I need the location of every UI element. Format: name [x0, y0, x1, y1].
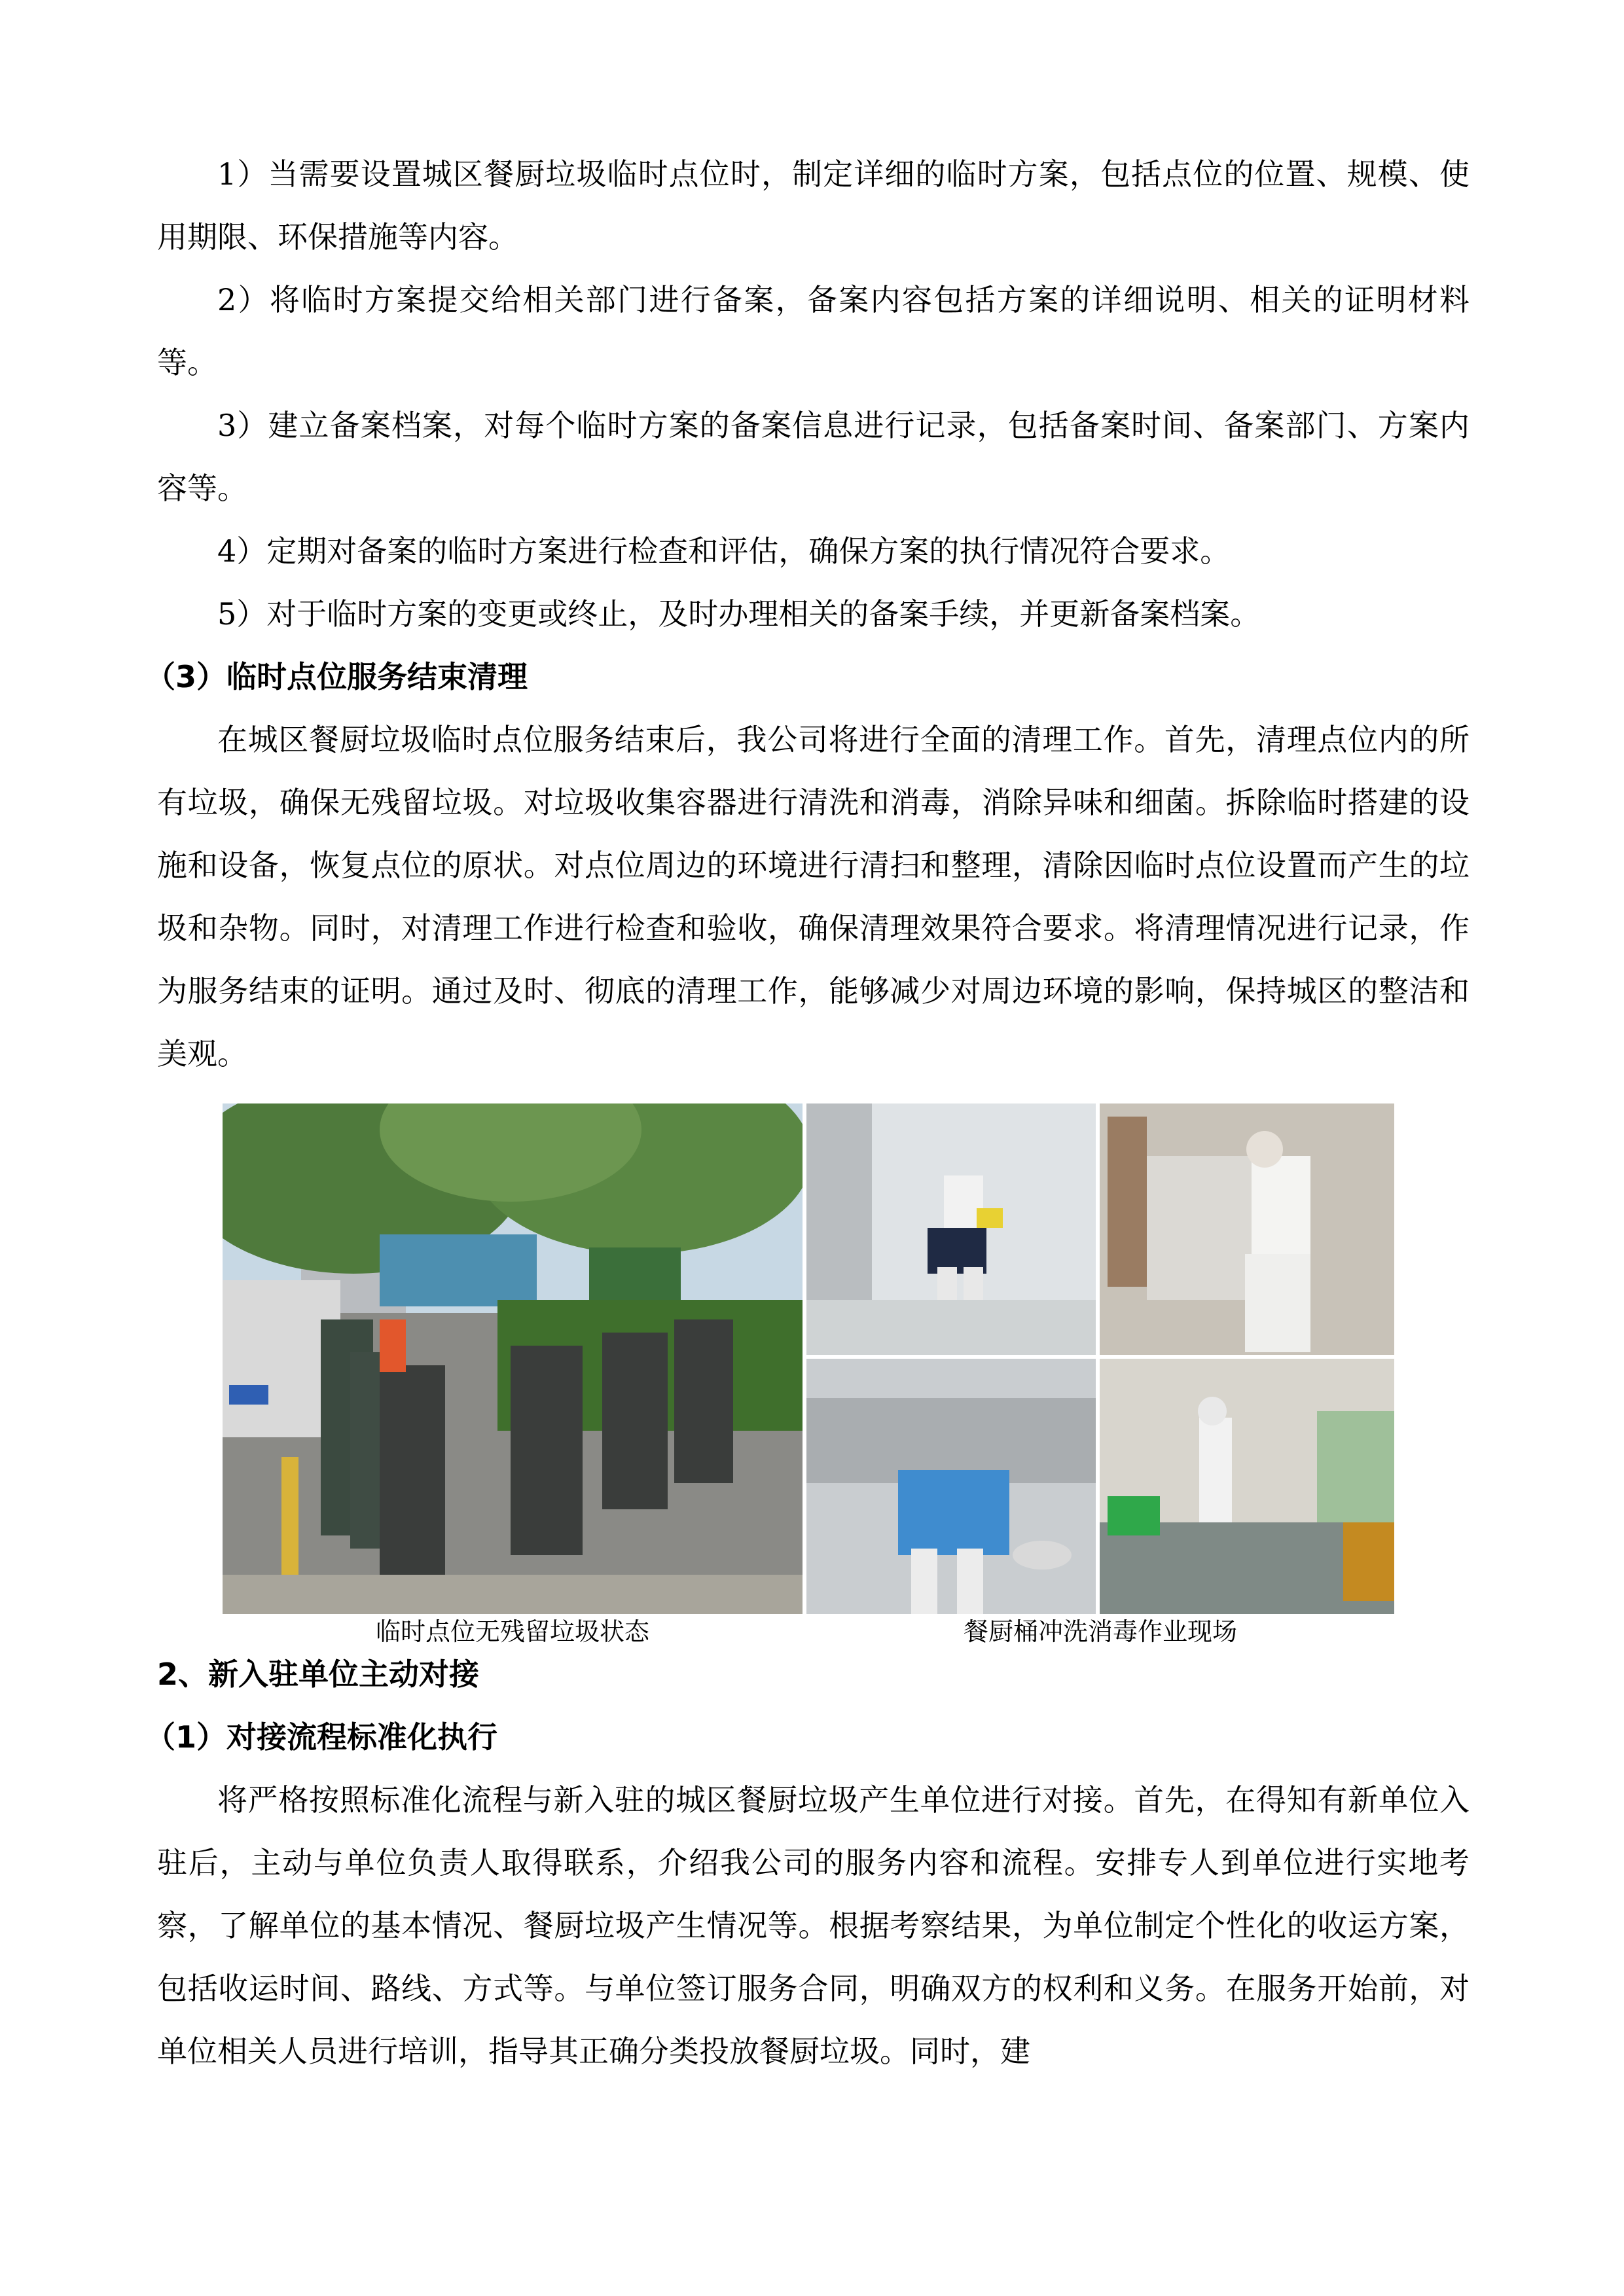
photo-collage-bin-washing-image: [806, 1103, 1394, 1614]
subsection-1-heading: （1）对接流程标准化执行: [145, 1719, 498, 1755]
photo-collage-bin-washing: [806, 1103, 1394, 1614]
section-3-heading: （3）临时点位服务结束清理: [145, 659, 528, 694]
section-2-heading: 2、新入驻单位主动对接: [157, 1657, 480, 1692]
photo-temporary-site: [223, 1103, 803, 1614]
photo-temporary-site-image: [223, 1103, 803, 1614]
list-item-5: 5）对于临时方案的变更或终止，及时办理相关的备案手续，并更新备案档案。: [217, 596, 1261, 632]
subsection-1-paragraph: 将严格按照标准化流程与新入驻的城区餐厨垃圾产生单位进行对接。首先，在得知有新单位入驻后，主动与单位负责人取得联系，介绍我公司的服务内容和流程。安排专人到单位进行实地考察，了解单位的基本情况、餐厨垃圾产生情况等。根据考察结果，为单位制定个性化的收运方案，包括收运时间、路线、方式等。与单位签订服务合同，明确双方的权利和义务。在服务开始前，对单位相关人员进行培训，指导其正确分类投放餐厨垃圾。同时，建: [157, 1782, 1470, 2069]
caption-left: 临时点位无残留垃圾状态: [375, 1617, 649, 1646]
list-item-1: 1）当需要设置城区餐厨垃圾临时点位时，制定详细的临时方案，包括点位的位置、规模、使用期限、环保措施等内容。: [157, 156, 1470, 255]
section-3-paragraph: 在城区餐厨垃圾临时点位服务结束后，我公司将进行全面的清理工作。首先，清理点位内的所有垃圾，确保无残留垃圾。对垃圾收集容器进行清洗和消毒，消除异味和细菌。拆除临时搭建的设施和设备，恢复点位的原状。对点位周边的环境进行清扫和整理，清除因临时点位设置而产生的垃圾和杂物。同时，对清理工作进行检查和验收，确保清理效果符合要求。将清理情况进行记录，作为服务结束的证明。通过及时、彻底的清理工作，能够减少对周边环境的影响，保持城区的整洁和美观。: [157, 722, 1470, 1071]
list-item-3: 3）建立备案档案，对每个临时方案的备案信息进行记录，包括备案时间、备案部门、方案内容等。: [157, 408, 1470, 506]
caption-right: 餐厨桶冲洗消毒作业现场: [963, 1617, 1237, 1646]
list-item-4: 4）定期对备案的临时方案进行检查和评估，确保方案的执行情况符合要求。: [217, 533, 1231, 569]
list-item-2: 2）将临时方案提交给相关部门进行备案，备案内容包括方案的详细说明、相关的证明材料等。: [157, 282, 1470, 380]
